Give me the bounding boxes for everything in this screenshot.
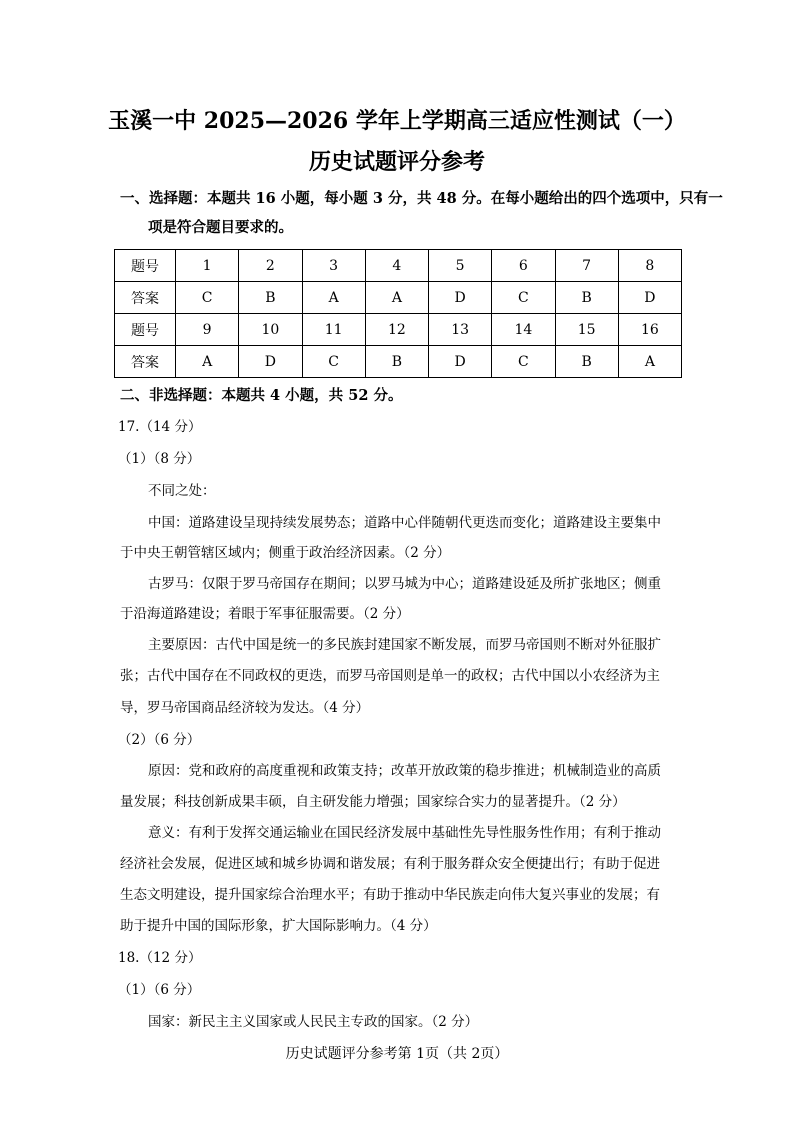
table-cell: B xyxy=(555,282,618,314)
q17-heading: 17.（14 分） xyxy=(118,419,202,435)
table-cell: 3 xyxy=(302,250,365,282)
table-row xyxy=(115,250,682,282)
q17-cause-line2: 量发展；科技创新成果丰硕，自主研发能力增强；国家综合实力的显著提升。（2 分） xyxy=(120,794,626,810)
q17-china-line1: 中国：道路建设呈现持续发展势态；道路中心伴随朝代更迭而变化；道路建设主要集中 xyxy=(148,515,661,531)
table-cell: 15 xyxy=(555,314,618,346)
table-cell: 14 xyxy=(492,314,555,346)
page-footer: 历史试题评分参考第 1页（共 2页） xyxy=(285,1046,509,1062)
table-cell: 16 xyxy=(618,314,681,346)
table-cell: 6 xyxy=(492,250,555,282)
table-cell: C xyxy=(302,346,365,378)
table-cell: D xyxy=(618,282,681,314)
q17-part2-heading: （2）（6 分） xyxy=(118,732,201,748)
section1-instructions-line1: 一、选择题：本题共 16 小题，每小题 3 分，共 48 分。在每小题给出的四个选项中，只有一 xyxy=(120,190,723,207)
table-cell: A xyxy=(302,282,365,314)
q17-reason-line3: 导，罗马帝国商品经济较为发达。（4 分） xyxy=(120,700,370,716)
table-cell: C xyxy=(492,282,555,314)
table-cell: 1 xyxy=(176,250,239,282)
table-cell: 11 xyxy=(302,314,365,346)
q18-part1-heading: （1）（6 分） xyxy=(118,982,201,998)
answer-table xyxy=(114,249,682,378)
table-cell: B xyxy=(555,346,618,378)
page-subtitle: 历史试题评分参考 xyxy=(308,149,485,175)
q17-rome-line1: 古罗马：仅限于罗马帝国存在期间；以罗马城为中心；道路建设延及所扩张地区；侧重 xyxy=(148,576,661,592)
q18-country-line: 国家：新民主主义国家或人民民主专政的国家。（2 分） xyxy=(148,1014,479,1030)
table-cell: C xyxy=(492,346,555,378)
table-cell-label: 题号 xyxy=(115,314,176,346)
q17-cause-line1: 原因：党和政府的高度重视和政策支持；改革开放政策的稳步推进；机械制造业的高质 xyxy=(148,763,661,779)
table-cell: B xyxy=(239,282,302,314)
table-cell-label: 题号 xyxy=(115,250,176,282)
section1-instructions-line2: 项是符合题目要求的。 xyxy=(148,219,293,236)
table-cell: A xyxy=(618,346,681,378)
table-cell: 10 xyxy=(239,314,302,346)
table-row xyxy=(115,346,682,378)
table-cell: 12 xyxy=(365,314,428,346)
table-cell: 7 xyxy=(555,250,618,282)
q17-china-line2: 于中央王朝管辖区域内；侧重于政治经济因素。（2 分） xyxy=(120,545,451,561)
q17-rome-line2: 于沿海道路建设；着眼于军事征服需要。（2 分） xyxy=(120,606,410,622)
section2-heading: 二、非选择题：本题共 4 小题，共 52 分。 xyxy=(120,387,403,404)
table-cell: D xyxy=(239,346,302,378)
table-cell: 8 xyxy=(618,250,681,282)
table-cell: 4 xyxy=(365,250,428,282)
table-cell: 5 xyxy=(429,250,492,282)
q18-heading: 18.（12 分） xyxy=(118,950,202,966)
table-row xyxy=(115,314,682,346)
table-cell: 2 xyxy=(239,250,302,282)
table-cell: D xyxy=(429,346,492,378)
q17-significance-line2: 经济社会发展，促进区域和城乡协调和谐发展；有利于服务群众安全便捷出行；有助于促进 xyxy=(120,856,660,872)
q17-significance-line3: 生态文明建设，提升国家综合治理水平；有助于推动中华民族走向伟大复兴事业的发展；有 xyxy=(120,887,660,903)
q17-significance-line1: 意义：有利于发挥交通运输业在国民经济发展中基础性先导性服务性作用；有利于推动 xyxy=(148,825,661,841)
q17-reason-line2: 张；古代中国存在不同政权的更迭，而罗马帝国则是单一的政权；古代中国以小农经济为主 xyxy=(120,668,660,684)
q17-significance-line4: 助于提升中国的国际形象，扩大国际影响力。（4 分） xyxy=(120,918,437,934)
table-row xyxy=(115,282,682,314)
q17-reason-line1: 主要原因：古代中国是统一的多民族封建国家不断发展，而罗马帝国则不断对外征服扩 xyxy=(148,637,661,653)
table-cell: A xyxy=(176,346,239,378)
page-title: 玉溪一中 2025—2026 学年上学期高三适应性测试（一） xyxy=(108,108,686,134)
table-cell: A xyxy=(365,282,428,314)
table-cell: B xyxy=(365,346,428,378)
table-cell-label: 答案 xyxy=(115,282,176,314)
q17-part1-heading: （1）（8 分） xyxy=(118,451,201,467)
table-cell-label: 答案 xyxy=(115,346,176,378)
table-cell: C xyxy=(176,282,239,314)
table-cell: 9 xyxy=(176,314,239,346)
table-cell: D xyxy=(429,282,492,314)
q17-differences-heading: 不同之处： xyxy=(148,483,216,499)
table-cell: 13 xyxy=(429,314,492,346)
